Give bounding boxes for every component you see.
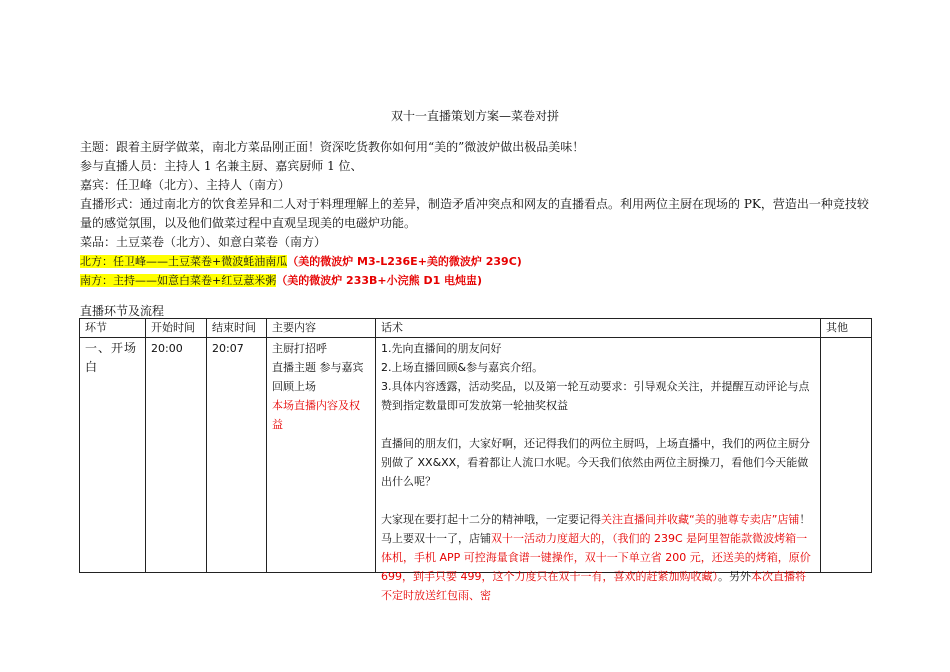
- south-line: [80, 271, 870, 290]
- stage-cell: 一、开场白: [80, 338, 146, 573]
- promo-highlight: 双十一活动力度超大的，: [491, 532, 612, 545]
- content-item: 回顾上场: [272, 380, 316, 393]
- header-main-content: 主要内容: [267, 319, 376, 338]
- header-script: 话术: [376, 319, 821, 338]
- script-line-3: 3.具体内容透露，活动奖品，以及第一轮互动要求：引导观众关注，并提醒互动评论与点赞到指定数量即可发放第一轮抽奖权益: [381, 380, 810, 412]
- participants-line: 参与直播人员：主持人 1 名兼主厨、嘉宾厨师 1 位、: [80, 159, 363, 173]
- script-paragraph-promo: [381, 510, 815, 605]
- format-paragraph: 直播形式：通过南北方的饮食差异和二人对于料理理解上的差异，制造矛盾冲突点和网友的直播看点。利用两位主厨在现场的 PK，营造出一种竞技较量的感觉氛围，以及他们做菜过程中直观呈现美的电磁炉功能。: [80, 197, 869, 230]
- table-row: [80, 338, 872, 573]
- script-line-1: 1.先向直播间的朋友问好: [381, 342, 502, 355]
- header-stage: 环节: [80, 319, 146, 338]
- theme-line: 主题：跟着主厨学做菜，南北方菜品刚正面！资深吃货教你如何用“美的”微波炉做出极品美味！: [80, 140, 585, 154]
- promo-highlight: （我们的 239C 是阿里智能款微波烤箱一体机，手机 APP 可控海量食谱一键操作，双十一下单立省 200 元，还送美的烤箱，原价 699，到手只要 499，这个力度只在双十一有，喜欢的赶紧加购收藏）: [381, 532, 811, 583]
- promo-text: 大家现在要打起十二分的精神哦，一定要记得: [381, 513, 601, 526]
- script-cell: [376, 338, 821, 602]
- south-dish-text: 南方：主持——如意白菜卷+红豆薏米粥: [80, 274, 277, 287]
- document-title: 双十一直播策划方案—菜卷对拼: [390, 109, 559, 123]
- other-cell: [821, 338, 872, 573]
- header-other: 其他: [821, 319, 872, 338]
- flow-table: [79, 318, 872, 602]
- header-end-time: 结束时间: [207, 319, 267, 338]
- north-line: [80, 252, 870, 271]
- guests-line: 嘉宾：任卫峰（北方）、主持人（南方）: [80, 178, 291, 192]
- start-time-cell: 20:00: [146, 338, 207, 573]
- intro-block: [80, 138, 870, 290]
- table-header-row: [80, 319, 872, 338]
- script-paragraph-greeting: 直播间的朋友们，大家好啊，还记得我们的两位主厨吗，上场直播中，我们的两位主厨分别做了 XX&XX，看着都让人流口水呢。今天我们依然由两位主厨操刀，看他们今天能做出什么呢？: [381, 437, 810, 488]
- promo-highlight: 本次直播将不定时放送红包雨、密: [381, 570, 806, 602]
- section-label: 直播环节及流程: [80, 304, 165, 318]
- north-products-text: （美的微波炉 M3-L236E+美的微波炉 239C): [287, 255, 522, 268]
- promo-text: 。另外: [718, 570, 751, 583]
- content-item-highlight: 本场直播内容及权益: [272, 399, 360, 431]
- content-item: 主厨打招呼: [272, 342, 327, 355]
- content-item: 直播主题 参与嘉宾: [272, 361, 364, 374]
- promo-text: ！马上要双十一了，店铺: [381, 513, 811, 545]
- south-products-text: （美的微波炉 233B+小浣熊 D1 电炖盅): [276, 274, 483, 287]
- script-text: [381, 339, 815, 602]
- dishes-line: 菜品：土豆菜卷（北方）、如意白菜卷（南方）: [80, 235, 327, 249]
- script-line-2: 2.上场直播回顾&参与嘉宾介绍。: [381, 361, 544, 374]
- header-start-time: 开始时间: [146, 319, 207, 338]
- end-time-cell: 20:07: [207, 338, 267, 573]
- content-cell: [267, 338, 376, 573]
- north-dish-text: 北方：任卫峰——土豆菜卷+微波蚝油南瓜: [80, 255, 288, 268]
- promo-highlight: 关注直播间并收藏“美的驰尊专卖店”店铺: [601, 513, 800, 526]
